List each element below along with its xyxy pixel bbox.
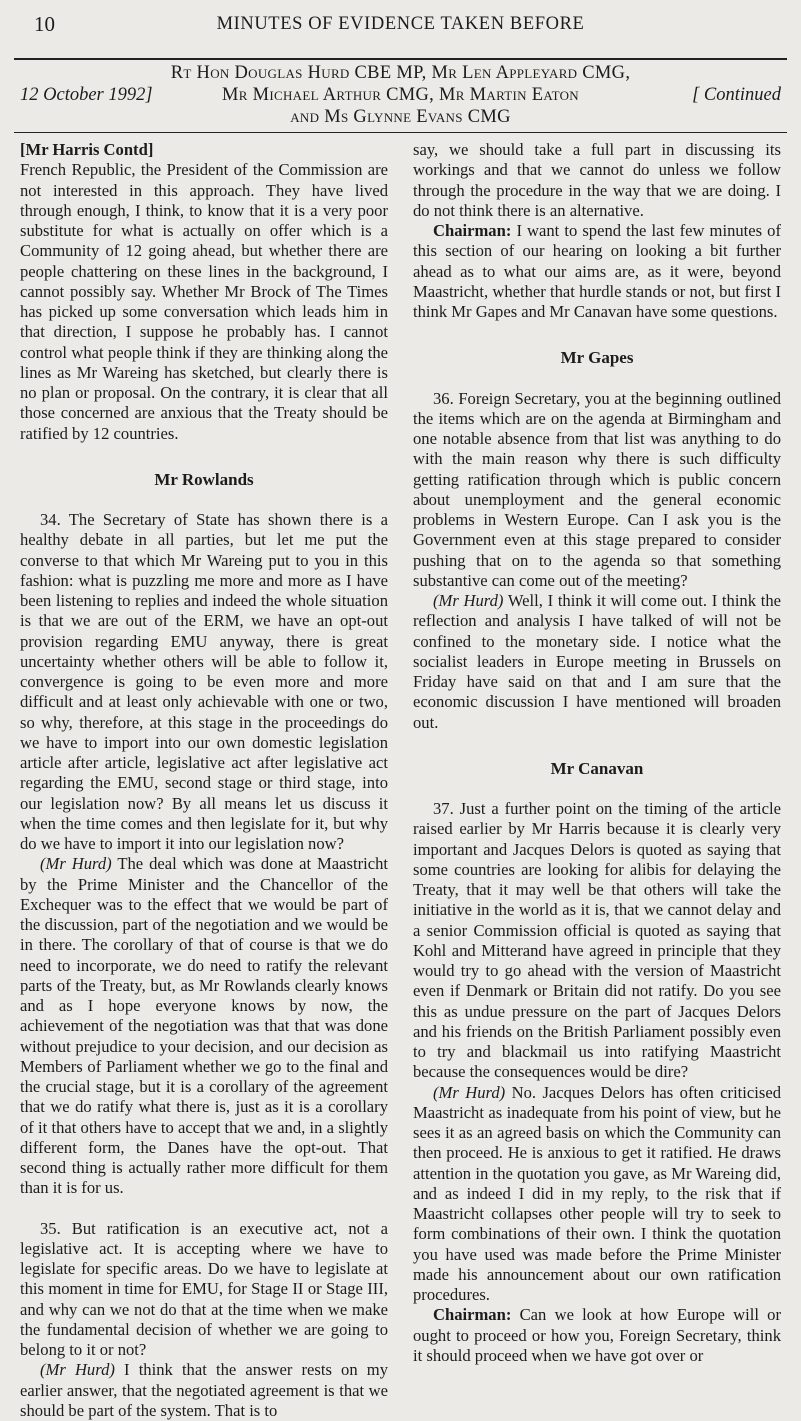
page-header xyxy=(14,6,787,40)
bottom-rule xyxy=(14,132,787,133)
running-title: MINUTES OF EVIDENCE TAKEN BEFORE xyxy=(216,14,585,34)
witness-line-2: Mr Michael Arthur CMG, Mr Martin Eaton xyxy=(221,85,579,105)
answer-35 xyxy=(20,1360,388,1421)
page-number: 10 xyxy=(34,12,55,36)
answer-34 xyxy=(20,854,388,1198)
question-36: 36. Foreign Secretary, you at the beginning outlined the items which are on the agenda at Birmingham and one notable absence from that list was anything to do with the main reason why there is such difficulty getting ratification through which is public concern about unemployment and the general economic problems in Western Europe. Can I ask you is the Government even at this stage prepared to consider pushing that on to the agenda so that something substantive can come out of the meeting? xyxy=(413,388,781,590)
answer-speaker: (Mr Hurd) xyxy=(433,591,504,610)
answer-text: The deal which was done at Maastricht by the Prime Minister and the Chancellor of the Exchequer was to the effect that we would be part of the discussion, part of the negotiation and we would be in there. The corollary of that of course is that we do need to incorporate, we do need to ratify the relevant parts of the Treaty, but, as Mr Rowlands clearly knows and as I hope everyone knows by now, the achievement of the negotiation was that that was done without prejudice to your decision, and our decision as Members of Parliament whether we go to the final and the crucial stage, but it is a corollary of the agreement that we do ratify what there is, just as it is a corollary of it that others have to accept that we and, in a slightly different form, the Danes have the opt-out. That second thing is actually rather more difficult for them than it is for us. xyxy=(20,854,388,1198)
paragraph: French Republic, the President of the Commission are not interested in this approach. They have lived through enough, I think, to know that it is a very poor substitute for what is actually on offer which is a Community of 12 going ahead, but whether there are people chattering on these lines in the background, I cannot possibly say. Whether Mr Brock of The Times has picked up some conversation which leads him in that direction, I suppose he probably has. I cannot control what people think if they are thinking along the lines as Mr Wareing has sketched, but clearly there is no plan or proposal. On the contrary, it is clear that all those concerned are anxious that the Treaty should be ratified by 12 countries. xyxy=(20,160,388,443)
answer-speaker: (Mr Hurd) xyxy=(40,1360,115,1380)
chairman-remark xyxy=(413,221,781,322)
question-37: 37. Just a further point on the timing of the article raised earlier by Mr Harris because it is clearly very important and Jacques Delors is quoted as saying that some countries are looking for alibis for delaying the Treaty, that it may well be that others will take the initiative in the world as it is, that we cannot delay and a senior Commission official is quoted as saying that Kohl and Mitterand have agreed in principle that they would try to go ahead with the version of Maastricht even if Denmark or Britain did not ratify. Do you see this as undue pressure on the part of Jacques Delors and his friends on the British Parliament possibly even to try and blackmail us into ratifying Maastricht because the consequences would be dire? xyxy=(413,799,781,1082)
chairman-label: Chairman: xyxy=(433,221,512,240)
chairman-text: I want to spend the last few minutes of this section of our hearing on looking a bit further ahead as to what our aims are, as it were, beyond Maastricht, whether that hurdle stands or not, but first I think Mr Gapes and Mr Canavan have some questions. xyxy=(413,221,781,321)
chairman-text: Can we look at how Europe will or ought to proceed or how you, Foreign Secretary, think it should proceed when we have got over or xyxy=(413,1305,781,1365)
answer-36 xyxy=(413,591,781,733)
speaker-heading-gapes: Mr Gapes xyxy=(560,348,634,368)
answer-speaker: (Mr Hurd) xyxy=(433,1082,506,1102)
witness-line-1: Rt Hon Douglas Hurd CBE MP, Mr Len Appleyard CMG, xyxy=(170,63,631,83)
continued-label: [ Continued xyxy=(692,85,781,105)
speaker-heading-canavan: Mr Canavan xyxy=(550,758,644,778)
chairman-label: Chairman: xyxy=(433,1305,512,1325)
session-date: 12 October 1992] xyxy=(20,85,153,105)
answer-37 xyxy=(413,1083,781,1306)
speaker-heading-rowlands: Mr Rowlands xyxy=(154,469,254,489)
witness-line-3: and Ms Glynne Evans CMG xyxy=(290,107,511,127)
chairman-remark xyxy=(413,1305,781,1366)
answer-text: No. Jacques Delors has often criticised Maastricht as inadequate from his point of view, but he sees it as an agreed basis on which the Community can then proceed. He is anxious to get it ratified. He draws attention in the quotation you gave, as Mr Wareing did, and as indeed I did in my reply, to the risk that if Maastricht collapses other people will try to seek to form combinations of their own. I think the quotation you have used was made before the Prime Minister made his announcement about our own ratification procedures. xyxy=(413,1082,781,1304)
answer-text: I think that the answer rests on my earlier answer, that the negotiated agreement is that we should be part of the system. That is to xyxy=(20,1360,388,1420)
question-35: 35. But ratification is an executive act, not a legislative act. It is accepting where we have to legislate for specific areas. Do we have to legislate at this moment in time for EMU, for Stage II or Stage III, and why can we not do that at the time when we make the fundamental decision of whether we are going to belong to it or not? xyxy=(20,1218,388,1359)
left-column xyxy=(20,140,388,1421)
paragraph: say, we should take a full part in discussing its workings and that we cannot do unless we follow through the procedure in the way that we are doing. I do not think there is an alternative. xyxy=(413,140,781,220)
continuation-speaker: [Mr Harris Contd] xyxy=(20,140,154,159)
top-rule xyxy=(14,58,787,60)
answer-speaker: (Mr Hurd) xyxy=(40,854,112,874)
question-34: 34. The Secretary of State has shown there is a healthy debate in all parties, but let me put the converse to that which Mr Wareing put to you in this fashion: what is puzzling me more and more as I have been listening to replies and indeed the whole situation is that we are out of the ERM, we have an opt-out provision regarding EMU anyway, there is great uncertainty whether others will be able to follow it, convergence is going to be even more and more difficult and at least only achievable with one or two, so why, therefore, at this stage in the proceedings do we have to import into our own domestic legislation article after article, legislative act after legislative act regarding the EMU, second stage or third stage, into our legislation now? By all means let us discuss it when the time comes and then legislate for it, but why do we have to import it into our legislation now? xyxy=(20,510,388,853)
right-column xyxy=(413,140,781,1366)
witness-block xyxy=(14,62,787,130)
answer-text: Well, I think it will come out. I think the reflection and analysis I have talked of will not be confined to the monetary side. I notice what the socialist leaders in Europe meeting in Brussels on Friday have said on that and I am sure that the economic discussion I have mentioned will broaden out. xyxy=(413,591,781,732)
